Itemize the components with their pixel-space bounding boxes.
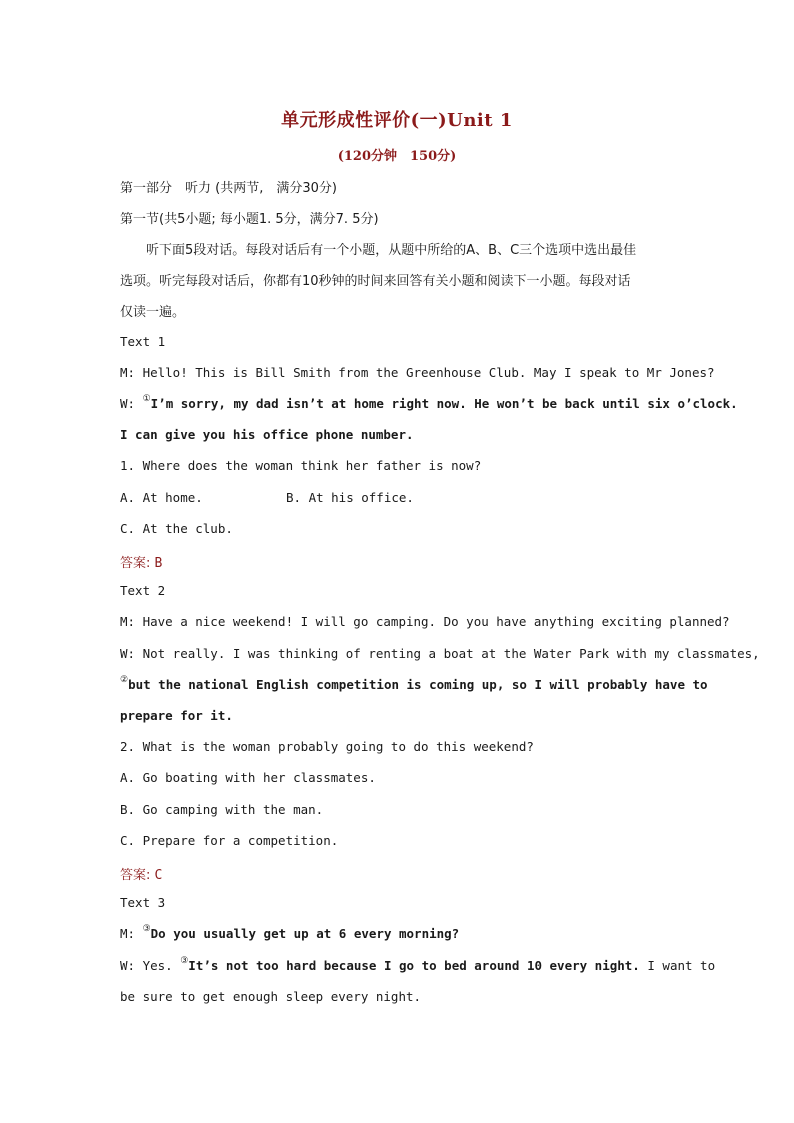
section-part-heading: 第一部分 听力 (共两节, 满分30分) — [120, 181, 337, 196]
question-2: 2. What is the woman probably going to do this weekend? — [120, 739, 534, 754]
question-1: 1. Where does the woman think her father is now? — [120, 458, 482, 473]
text-1-woman-line — [120, 394, 738, 411]
answer-value: B — [154, 556, 163, 571]
page-title: 单元形成性评价(一)Unit 1 — [281, 110, 513, 131]
text-1-woman-line-2: I can give you his office phone number. — [120, 427, 414, 442]
text-3-woman-line — [120, 956, 716, 973]
answer-value: C — [154, 868, 163, 883]
question-1-options — [120, 490, 676, 505]
option-a: A. Go boating with her classmates. — [120, 770, 376, 785]
answer-label: 答案: — [120, 868, 151, 883]
option-c: C. Prepare for a competition. — [120, 833, 339, 848]
text-2-woman-line-2 — [120, 675, 708, 692]
answer-2 — [120, 864, 676, 883]
text-2-woman-line: W: Not really. I was thinking of renting a boat at the Water Park with my classmates, — [120, 646, 760, 661]
text-2-woman-line-3: prepare for it. — [120, 708, 233, 723]
speaker-label: W: — [120, 396, 143, 411]
speaker-label: W: Yes. — [120, 958, 181, 973]
answer-1 — [120, 552, 676, 571]
key-sentence: Do you usually get up at 6 every morning? — [150, 926, 460, 941]
instruction-line-3: 仅读一遍。 — [120, 305, 186, 320]
marker-3: ③ — [142, 924, 151, 934]
instruction-line-2: 选项。听完每段对话后，你都有10秒钟的时间来回答有关小题和阅读下一小题。每段对话 — [120, 274, 631, 289]
option-c: C. At the club. — [120, 521, 233, 536]
key-sentence: but the national English competition is coming up, so I will probably have to — [128, 677, 708, 692]
key-sentence: I’m sorry, my dad isn’t at home right now. He won’t be back until six o’clock. — [150, 396, 738, 411]
text-1-man-line: M: Hello! This is Bill Smith from the Greenhouse Club. May I speak to Mr Jones? — [120, 365, 715, 380]
option-b: B. At his office. — [286, 490, 414, 505]
instruction-line-1: 听下面5段对话。每段对话后有一个小题，从题中所给的A、B、C三个选项中选出最佳 — [146, 243, 637, 258]
option-b: B. Go camping with the man. — [120, 802, 324, 817]
text-2-heading: Text 2 — [120, 583, 166, 598]
text-3-woman-line-2: be sure to get enough sleep every night. — [120, 989, 422, 1004]
marker-2: ② — [120, 675, 129, 685]
sentence-rest: I want to — [639, 958, 716, 973]
marker-3: ③ — [180, 956, 189, 966]
speaker-label: M: — [120, 926, 143, 941]
marker-1: ① — [142, 394, 151, 404]
key-sentence: It’s not too hard because I go to bed around 10 every night. — [188, 958, 640, 973]
text-2-man-line: M: Have a nice weekend! I will go camping. Do you have anything exciting planned? — [120, 614, 730, 629]
text-1-heading: Text 1 — [120, 334, 166, 349]
text-3-man-line — [120, 926, 676, 941]
answer-label: 答案: — [120, 556, 151, 571]
text-3-heading: Text 3 — [120, 895, 166, 910]
option-a: A. At home. — [120, 490, 203, 505]
page-subtitle: (120分钟 150分) — [337, 149, 457, 164]
section-sub-heading: 第一节(共5小题; 每小题1. 5分，满分7. 5分) — [120, 212, 379, 227]
